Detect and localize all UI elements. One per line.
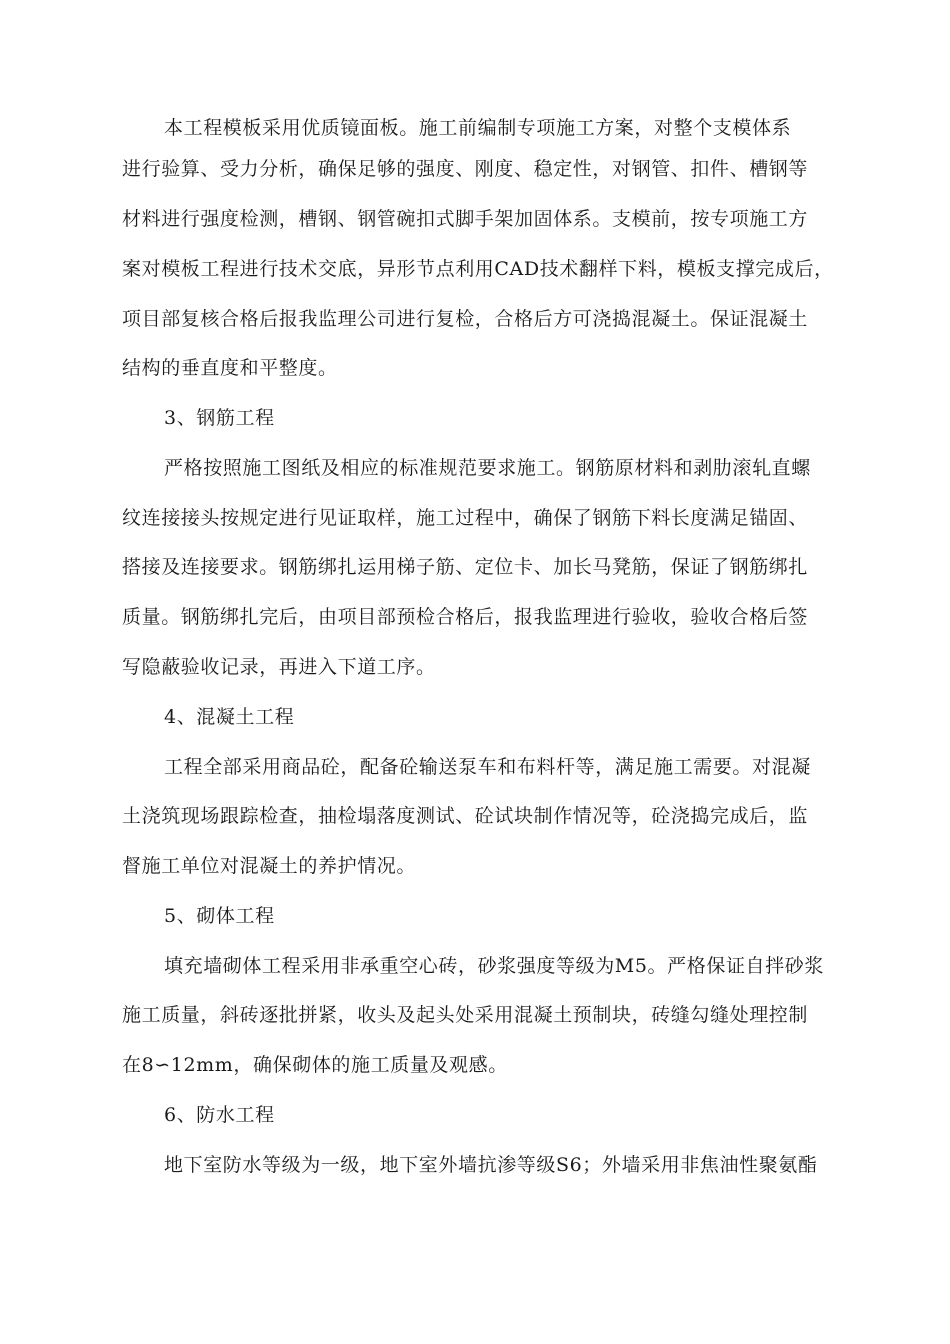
paragraph-line: 项目部复核合格后报我监理公司进行复检，合格后方可浇捣混凝土。保证混凝土 <box>122 308 809 330</box>
paragraph-line: 严格按照施工图纸及相应的标准规范要求施工。钢筋原材料和剥肋滚轧直螺 <box>164 457 811 479</box>
paragraph-line: 地下室防水等级为一级，地下室外墙抗渗等级S6；外墙采用非焦油性聚氨酯 <box>164 1154 818 1176</box>
paragraph-line: 纹连接接头按规定进行见证取样，施工过程中，确保了钢筋下料长度满足锚固、 <box>122 507 809 529</box>
paragraph-line: 工程全部采用商品砼，配备砼输送泵车和布料杆等，满足施工需要。对混凝 <box>164 756 811 778</box>
paragraph-line: 写隐蔽验收记录，再进入下道工序。 <box>122 656 436 678</box>
paragraph-line: 督施工单位对混凝土的养护情况。 <box>122 855 417 877</box>
section-heading: 5、砌体工程 <box>164 905 275 927</box>
paragraph-line: 案对模板工程进行技术交底，异形节点利用CAD技术翻样下料，模板支撑完成后， <box>122 258 834 280</box>
paragraph-line: 搭接及连接要求。钢筋绑扎运用梯子筋、定位卡、加长马凳筋，保证了钢筋绑扎 <box>122 556 809 578</box>
section-heading: 4、混凝土工程 <box>164 706 295 728</box>
paragraph-line: 材料进行强度检测，槽钢、钢管碗扣式脚手架加固体系。支模前，按专项施工方 <box>122 208 809 230</box>
paragraph-line: 进行验算、受力分析，确保足够的强度、刚度、稳定性，对钢管、扣件、槽钢等 <box>122 158 809 180</box>
section-heading: 6、防水工程 <box>164 1104 275 1126</box>
paragraph-line: 本工程模板采用优质镜面板。施工前编制专项施工方案，对整个支模体系 <box>164 117 792 139</box>
paragraph-line: 结构的垂直度和平整度。 <box>122 357 338 379</box>
paragraph-line: 土浇筑现场跟踪检查，抽检塌落度测试、砼试块制作情况等，砼浇捣完成后，监 <box>122 805 809 827</box>
paragraph-line: 填充墙砌体工程采用非承重空心砖，砂浆强度等级为M5。严格保证自拌砂浆 <box>164 955 824 977</box>
paragraph-line: 施工质量，斜砖逐批拼紧，收头及起头处采用混凝土预制块，砖缝勾缝处理控制 <box>122 1004 809 1026</box>
paragraph-line: 在8∽12mm，确保砌体的施工质量及观感。 <box>122 1054 508 1076</box>
paragraph-line: 质量。钢筋绑扎完后，由项目部预检合格后，报我监理进行验收，验收合格后签 <box>122 606 809 628</box>
section-heading: 3、钢筋工程 <box>164 407 275 429</box>
